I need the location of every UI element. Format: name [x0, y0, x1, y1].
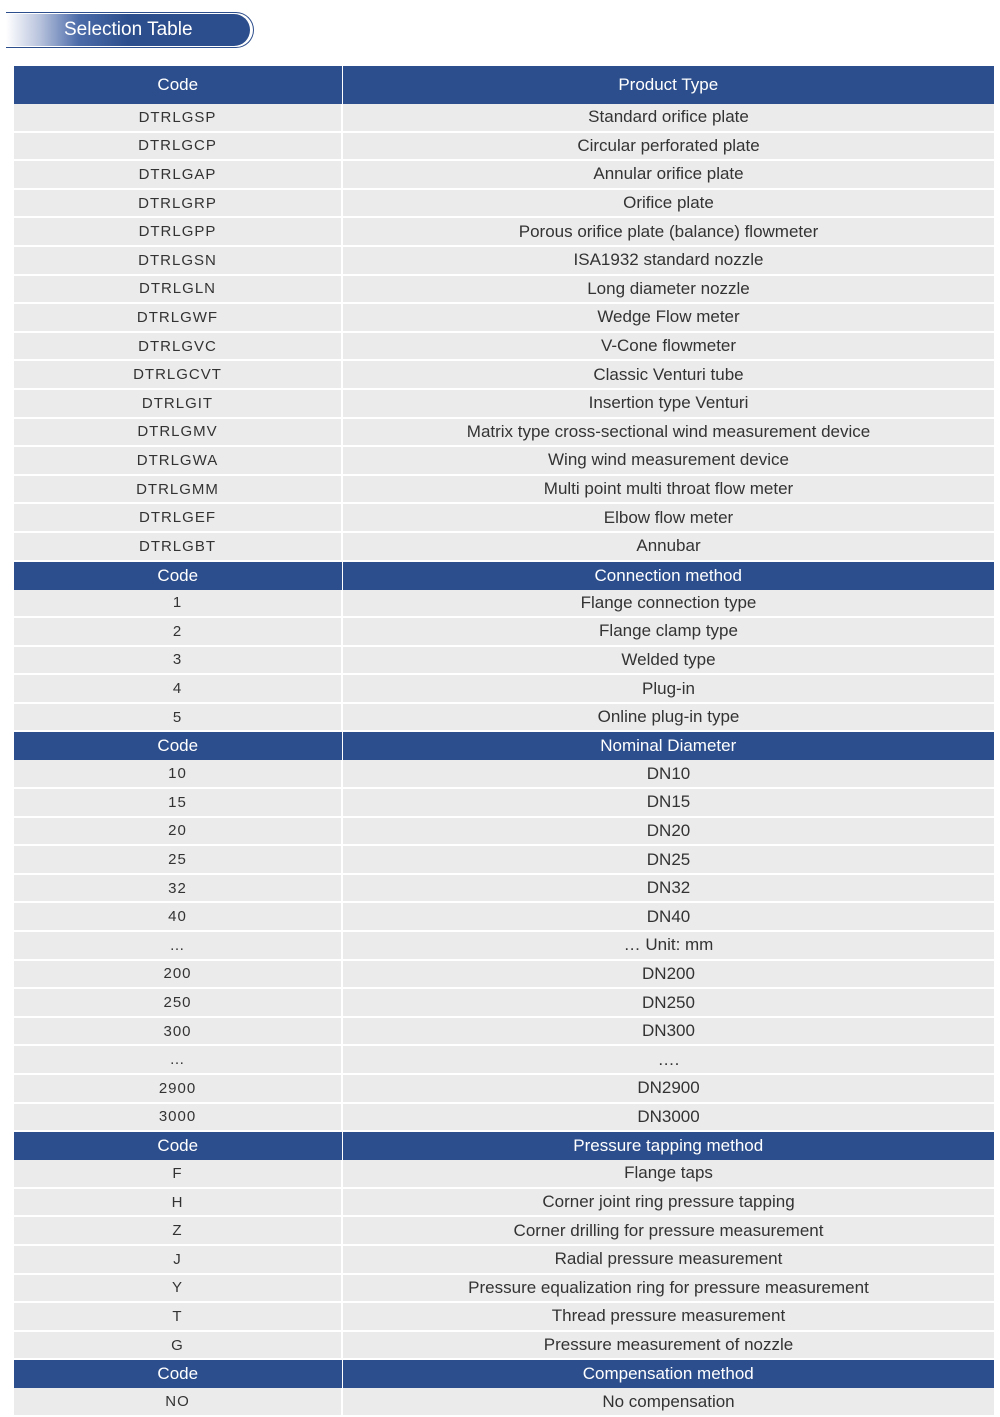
- selection-table: [14, 66, 994, 1417]
- description-cell: DN200: [342, 960, 994, 989]
- section-column-header: Pressure tapping method: [342, 1131, 994, 1160]
- section-column-header: Nominal Diameter: [342, 731, 994, 760]
- code-column-header: Code: [14, 1131, 342, 1160]
- code-cell: DTRLGCP: [14, 132, 342, 161]
- description-cell: No compensation: [342, 1388, 994, 1416]
- section-header-row: [14, 1131, 994, 1160]
- table-row: [14, 1245, 994, 1274]
- table-row: [14, 1103, 994, 1132]
- section-header-row: [14, 66, 994, 104]
- table-row: [14, 1045, 994, 1074]
- code-cell: DTRLGAP: [14, 160, 342, 189]
- table-row: [14, 817, 994, 846]
- table-row: [14, 275, 994, 304]
- code-cell: 20: [14, 817, 342, 846]
- code-column-header: Code: [14, 561, 342, 590]
- table-row: [14, 874, 994, 903]
- section-header-row: [14, 731, 994, 760]
- description-cell: DN300: [342, 1017, 994, 1046]
- table-row: [14, 845, 994, 874]
- code-cell: DTRLGLN: [14, 275, 342, 304]
- description-cell: Elbow flow meter: [342, 503, 994, 532]
- description-cell: Corner joint ring pressure tapping: [342, 1188, 994, 1217]
- table-row: [14, 646, 994, 675]
- table-row: [14, 1160, 994, 1188]
- description-cell: DN25: [342, 845, 994, 874]
- code-cell: DTRLGMM: [14, 475, 342, 504]
- description-cell: Standard orifice plate: [342, 104, 994, 132]
- code-column-header: Code: [14, 1359, 342, 1388]
- code-cell: DTRLGIT: [14, 389, 342, 418]
- description-cell: Circular perforated plate: [342, 132, 994, 161]
- code-cell: 300: [14, 1017, 342, 1046]
- section-column-header: Connection method: [342, 561, 994, 590]
- table-row: [14, 590, 994, 618]
- table-row: [14, 617, 994, 646]
- code-cell: DTRLGRP: [14, 189, 342, 218]
- code-cell: …: [14, 1045, 342, 1074]
- description-cell: DN40: [342, 902, 994, 931]
- table-row: [14, 1216, 994, 1245]
- code-cell: 25: [14, 845, 342, 874]
- section-column-header: Product Type: [342, 66, 994, 104]
- table-row: [14, 1017, 994, 1046]
- description-cell: Classic Venturi tube: [342, 360, 994, 389]
- table-row: [14, 132, 994, 161]
- description-cell: Thread pressure measurement: [342, 1302, 994, 1331]
- table-row: [14, 1302, 994, 1331]
- description-cell: Pressure equalization ring for pressure measurement: [342, 1274, 994, 1303]
- code-cell: DTRLGWF: [14, 303, 342, 332]
- description-cell: Welded type: [342, 646, 994, 675]
- code-cell: 10: [14, 760, 342, 788]
- description-cell: Corner drilling for pressure measurement: [342, 1216, 994, 1245]
- description-cell: Long diameter nozzle: [342, 275, 994, 304]
- code-cell: DTRLGBT: [14, 532, 342, 561]
- code-cell: DTRLGPP: [14, 217, 342, 246]
- description-cell: Matrix type cross-sectional wind measurement device: [342, 418, 994, 447]
- code-cell: 2900: [14, 1074, 342, 1103]
- table-row: [14, 674, 994, 703]
- description-cell: Plug-in: [342, 674, 994, 703]
- description-cell: ….: [342, 1045, 994, 1074]
- description-cell: Multi point multi throat flow meter: [342, 475, 994, 504]
- table-row: [14, 988, 994, 1017]
- code-cell: DTRLGEF: [14, 503, 342, 532]
- description-cell: Porous orifice plate (balance) flowmeter: [342, 217, 994, 246]
- table-row: [14, 902, 994, 931]
- table-row: [14, 960, 994, 989]
- code-cell: 2: [14, 617, 342, 646]
- table-row: [14, 418, 994, 447]
- code-cell: 32: [14, 874, 342, 903]
- table-row: [14, 246, 994, 275]
- page-title: Selection Table: [64, 19, 193, 40]
- table-row: [14, 760, 994, 788]
- description-cell: Flange taps: [342, 1160, 994, 1188]
- table-row: [14, 1074, 994, 1103]
- code-cell: 3000: [14, 1103, 342, 1132]
- description-cell: DN10: [342, 760, 994, 788]
- description-cell: Orifice plate: [342, 189, 994, 218]
- table-row: [14, 1331, 994, 1360]
- code-cell: 5: [14, 703, 342, 732]
- table-row: [14, 1388, 994, 1416]
- table-row: [14, 1274, 994, 1303]
- code-cell: 40: [14, 902, 342, 931]
- code-cell: DTRLGSP: [14, 104, 342, 132]
- description-cell: Wedge Flow meter: [342, 303, 994, 332]
- table-row: [14, 446, 994, 475]
- description-cell: Online plug-in type: [342, 703, 994, 732]
- table-row: [14, 389, 994, 418]
- code-cell: 250: [14, 988, 342, 1017]
- table-row: [14, 503, 994, 532]
- description-cell: DN15: [342, 788, 994, 817]
- code-cell: Y: [14, 1274, 342, 1303]
- table-row: [14, 532, 994, 561]
- code-cell: Z: [14, 1216, 342, 1245]
- code-cell: NO: [14, 1388, 342, 1416]
- code-cell: F: [14, 1160, 342, 1188]
- code-cell: 200: [14, 960, 342, 989]
- code-cell: G: [14, 1331, 342, 1360]
- table-row: [14, 160, 994, 189]
- description-cell: Annubar: [342, 532, 994, 561]
- description-cell: DN250: [342, 988, 994, 1017]
- description-cell: Insertion type Venturi: [342, 389, 994, 418]
- table-row: [14, 788, 994, 817]
- code-cell: DTRLGCVT: [14, 360, 342, 389]
- description-cell: Flange clamp type: [342, 617, 994, 646]
- table-row: [14, 189, 994, 218]
- code-cell: …: [14, 931, 342, 960]
- table-row: [14, 1188, 994, 1217]
- description-cell: DN32: [342, 874, 994, 903]
- table-row: [14, 332, 994, 361]
- code-cell: 1: [14, 590, 342, 618]
- description-cell: ISA1932 standard nozzle: [342, 246, 994, 275]
- code-cell: DTRLGSN: [14, 246, 342, 275]
- table-row: [14, 217, 994, 246]
- selection-table-title-tab: [6, 12, 254, 48]
- table-row: [14, 703, 994, 732]
- description-cell: Pressure measurement of nozzle: [342, 1331, 994, 1360]
- code-cell: H: [14, 1188, 342, 1217]
- description-cell: Annular orifice plate: [342, 160, 994, 189]
- section-header-row: [14, 561, 994, 590]
- description-cell: DN3000: [342, 1103, 994, 1132]
- table-row: [14, 303, 994, 332]
- code-cell: DTRLGMV: [14, 418, 342, 447]
- code-cell: 3: [14, 646, 342, 675]
- code-cell: J: [14, 1245, 342, 1274]
- table-row: [14, 104, 994, 132]
- description-cell: Wing wind measurement device: [342, 446, 994, 475]
- table-row: [14, 360, 994, 389]
- code-cell: T: [14, 1302, 342, 1331]
- table-row: [14, 931, 994, 960]
- code-cell: 4: [14, 674, 342, 703]
- section-column-header: Compensation method: [342, 1359, 994, 1388]
- code-cell: DTRLGWA: [14, 446, 342, 475]
- code-cell: 15: [14, 788, 342, 817]
- code-column-header: Code: [14, 731, 342, 760]
- description-cell: DN2900: [342, 1074, 994, 1103]
- description-cell: DN20: [342, 817, 994, 846]
- description-cell: … Unit: mm: [342, 931, 994, 960]
- description-cell: Radial pressure measurement: [342, 1245, 994, 1274]
- code-cell: DTRLGVC: [14, 332, 342, 361]
- table-row: [14, 475, 994, 504]
- description-cell: Flange connection type: [342, 590, 994, 618]
- code-column-header: Code: [14, 66, 342, 104]
- description-cell: V-Cone flowmeter: [342, 332, 994, 361]
